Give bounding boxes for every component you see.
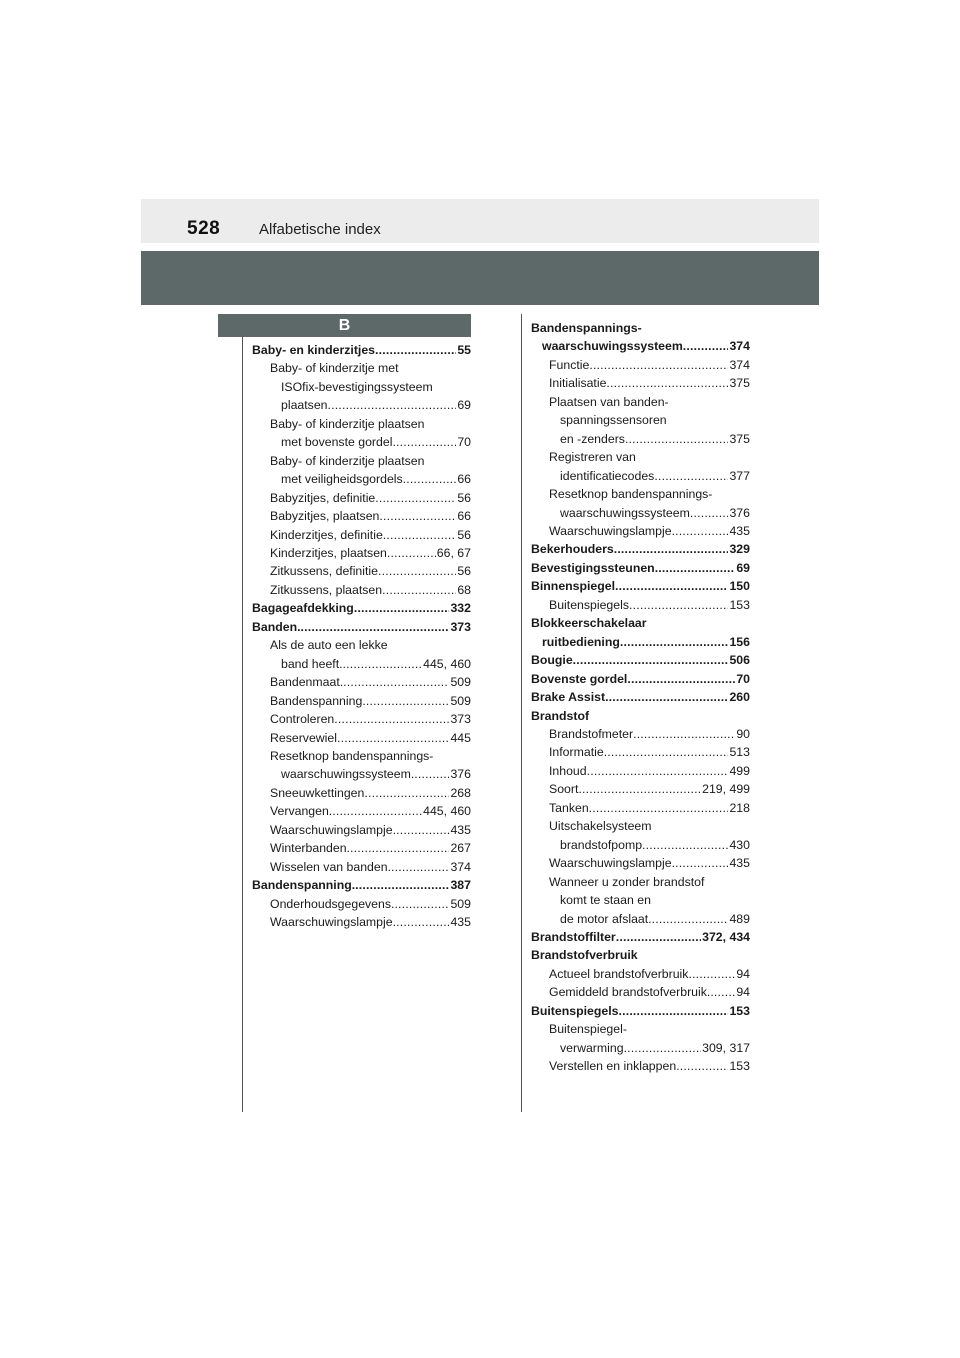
dot-leader [399, 359, 472, 377]
index-entry [252, 765, 471, 783]
entry-text: Gemiddeld brandstofverbruik. [549, 985, 711, 1000]
entry-text: met veiligheidsgordels [281, 472, 403, 487]
entry-page-number: 435 [450, 915, 471, 930]
dot-leader [672, 854, 729, 872]
entry-text: Bovenste gordel [531, 671, 628, 686]
dot-leader [403, 470, 457, 488]
index-entry [531, 707, 750, 725]
entry-page-number: 376 [729, 505, 750, 520]
index-entry [531, 522, 750, 540]
dot-leader [633, 725, 735, 743]
index-entry [531, 854, 750, 872]
index-entry [531, 1039, 750, 1057]
entry-page-number: 445, 460 [423, 804, 471, 819]
entry-text: waarschuwingssysteem [542, 339, 683, 354]
entry-page-number: 70 [457, 435, 471, 450]
index-entry [531, 1057, 750, 1075]
entry-text: Brandstofverbruik [531, 948, 638, 963]
entry-text: Baby- en kinderzitjes [252, 343, 376, 357]
dot-leader [375, 489, 456, 507]
page-title: Alfabetische index [259, 221, 381, 238]
entry-text: spanningssensoren [560, 413, 667, 428]
entry-page-number: 309, 317 [702, 1040, 750, 1055]
dot-leader [343, 655, 423, 673]
entry-text: Bagageafdekking [252, 601, 354, 616]
entry-text: Brandstofmeter [549, 726, 634, 741]
dot-leader [652, 817, 750, 835]
index-entry [252, 581, 471, 599]
dot-leader [629, 596, 728, 614]
index-entry [531, 725, 750, 743]
index-entry [531, 891, 750, 909]
dot-leader [343, 673, 449, 691]
entry-text: waarschuwingssysteem. [281, 767, 415, 782]
dot-leader [393, 913, 450, 931]
dot-leader [387, 544, 436, 562]
page-number: 528 [187, 218, 221, 239]
entry-text: en -zenders [560, 431, 625, 446]
index-entry [252, 784, 471, 802]
entry-text: Uitschakelsysteem [549, 819, 652, 834]
entry-text: Initialisatie [549, 376, 607, 391]
entry-text: Binnenspiegel [531, 579, 616, 594]
entry-page-number: 506 [729, 653, 750, 668]
index-entry [252, 821, 471, 839]
entry-page-number: 509 [450, 675, 471, 690]
dot-leader [683, 337, 729, 355]
entry-page-number: 445, 460 [423, 656, 471, 671]
entry-text: band heeft. [281, 656, 343, 671]
index-entry [531, 633, 750, 651]
entry-page-number: 66, 67 [436, 545, 471, 560]
entry-page-number: 387 [450, 878, 471, 893]
entry-text: ruitbediening [542, 634, 620, 649]
dot-leader [655, 559, 736, 577]
dot-leader [652, 910, 729, 928]
dot-leader [638, 946, 750, 964]
entry-text: Informatie [549, 745, 604, 760]
dot-leader [393, 821, 450, 839]
index-entry [252, 729, 471, 747]
column-divider-middle [521, 314, 522, 1112]
index-entry [531, 651, 750, 669]
dot-leader [690, 504, 729, 522]
entry-text: Bandenspanning. [252, 878, 356, 893]
entry-text: Brandstof [531, 708, 590, 723]
index-entry [531, 577, 750, 595]
entry-page-number: 56 [457, 564, 471, 579]
entry-text: Waarschuwingslampje [549, 856, 672, 871]
entry-page-number: 499 [729, 763, 750, 778]
index-entry [531, 596, 750, 614]
entry-text: ISOfix-bevestigingssysteem [281, 379, 433, 394]
dot-leader [328, 396, 457, 414]
entry-page-number: 373 [450, 712, 471, 727]
index-entry [531, 1020, 750, 1038]
dot-leader [589, 356, 728, 374]
entry-text: waarschuwingssysteem [560, 505, 690, 520]
entry-text: Controleren [270, 712, 335, 727]
entry-text: Tanken [549, 800, 589, 815]
dot-leader [620, 633, 729, 651]
entry-page-number: 435 [729, 856, 750, 871]
index-entry [531, 946, 750, 964]
index-entry [531, 983, 750, 1001]
entry-text: Als de auto een lekke [270, 638, 388, 653]
index-entry [531, 411, 750, 429]
entry-text: Kinderzitjes, plaatsen [270, 545, 387, 560]
dot-leader [589, 707, 750, 725]
index-entry [252, 618, 471, 636]
dot-leader [364, 784, 449, 802]
dot-leader [614, 540, 729, 558]
index-entry [531, 910, 750, 928]
index-entry [531, 780, 750, 798]
entry-page-number: 56 [457, 527, 471, 542]
dot-leader [667, 411, 750, 429]
entry-text: Buitenspiegels [531, 1003, 619, 1018]
entry-text: Bekerhouders [531, 542, 614, 557]
dot-leader [578, 780, 701, 798]
entry-text: Inhoud [549, 763, 587, 778]
entry-page-number: 55 [457, 343, 471, 357]
index-entry [531, 430, 750, 448]
index-entry [252, 802, 471, 820]
entry-text: Buitenspiegels [549, 597, 629, 612]
index-entry [252, 673, 471, 691]
entry-page-number: 218 [729, 800, 750, 815]
entry-text: Resetknop bandenspannings- [549, 487, 713, 502]
entry-page-number: 66 [457, 509, 471, 524]
entry-page-number: 375 [729, 376, 750, 391]
index-entry [531, 670, 750, 688]
entry-text: Sneeuwkettingen [270, 785, 365, 800]
dot-leader [587, 762, 729, 780]
entry-page-number: 153 [729, 1059, 750, 1074]
dot-leader [424, 415, 471, 433]
entry-page-number: 260 [729, 690, 750, 705]
dot-leader [424, 452, 471, 470]
entry-page-number: 153 [729, 1003, 750, 1018]
dot-leader [651, 891, 750, 909]
index-entry [531, 965, 750, 983]
entry-page-number: 435 [450, 822, 471, 837]
dot-leader [654, 467, 728, 485]
entry-page-number: 68 [457, 582, 471, 597]
entry-page-number: 69 [736, 560, 750, 575]
dot-leader [712, 485, 750, 503]
entry-page-number: 377 [729, 468, 750, 483]
dot-leader [334, 710, 449, 728]
entry-page-number: 376 [450, 767, 471, 782]
entry-page-number: 153 [729, 597, 750, 612]
index-entry [531, 485, 750, 503]
index-entry [252, 452, 471, 470]
index-entry [252, 526, 471, 544]
entry-page-number: 70 [736, 671, 750, 686]
entry-text: brandstofpomp [560, 837, 643, 852]
dot-leader [355, 876, 449, 894]
entry-text: plaatsen [281, 398, 328, 413]
entry-text: Baby- of kinderzitje plaatsen [270, 416, 425, 431]
entry-text: Functie [549, 357, 590, 372]
entry-text: Baby- of kinderzitje plaatsen [270, 453, 425, 468]
index-entry [531, 504, 750, 522]
dot-leader [354, 599, 450, 617]
index-entry [252, 692, 471, 710]
entry-page-number: 156 [729, 634, 750, 649]
entry-text: Waarschuwingslampje [270, 915, 393, 930]
dot-leader [433, 747, 471, 765]
dot-leader [388, 636, 471, 654]
entry-page-number: 375 [729, 431, 750, 446]
entry-page-number: 509 [450, 896, 471, 911]
entry-text: Wisselen van banden. [270, 859, 391, 874]
index-entry [531, 873, 750, 891]
entry-text: Blokkeerschakelaar [531, 616, 647, 631]
index-entry [252, 655, 471, 673]
index-entry [252, 359, 471, 377]
entry-page-number: 332 [450, 601, 471, 616]
entry-text: Bandenspanning [270, 693, 363, 708]
index-entry [531, 836, 750, 854]
index-entry [531, 356, 750, 374]
dot-leader [704, 873, 750, 891]
dot-leader [710, 983, 735, 1001]
dot-leader [642, 319, 750, 337]
entry-text: de motor afslaat. [560, 911, 652, 926]
entry-text: identificatiecodes [560, 468, 655, 483]
index-entry [252, 839, 471, 857]
entry-page-number: 56 [457, 490, 471, 505]
index-entry [252, 489, 471, 507]
index-entry [252, 396, 471, 414]
entry-page-number: 267 [450, 841, 471, 856]
entry-page-number: 90 [736, 726, 750, 741]
dot-leader [394, 895, 449, 913]
entry-text: Zitkussens, plaatsen [270, 582, 383, 597]
dot-leader [627, 670, 735, 688]
index-entry [252, 470, 471, 488]
index-entry [531, 614, 750, 632]
entry-page-number: 374 [729, 357, 750, 372]
index-entry [252, 507, 471, 525]
entry-page-number: 430 [729, 837, 750, 852]
index-entry [252, 562, 471, 580]
entry-text: Waarschuwingslampje [549, 523, 672, 538]
index-entry [531, 743, 750, 761]
entry-page-number: 219, 499 [702, 782, 750, 797]
header-band [141, 251, 819, 305]
dot-leader [625, 430, 729, 448]
index-entry [252, 895, 471, 913]
dot-leader [337, 729, 449, 747]
index-entry [252, 913, 471, 931]
entry-text: Bevestigingssteunen [531, 560, 655, 575]
index-entry [531, 688, 750, 706]
dot-leader [573, 651, 729, 669]
entry-page-number: 489 [729, 911, 750, 926]
entry-text: Buitenspiegel- [549, 1022, 627, 1037]
entry-page-number: 372, 434 [702, 929, 750, 944]
index-entry [252, 710, 471, 728]
index-entry [531, 799, 750, 817]
entry-text: Vervangen. [270, 804, 333, 819]
index-entry [531, 762, 750, 780]
entry-page-number: 69 [457, 398, 471, 413]
entry-text: Bougie [531, 653, 573, 668]
entry-text: Resetknop bandenspannings- [270, 748, 434, 763]
index-entry [531, 448, 750, 466]
index-entry [531, 1002, 750, 1020]
entry-text: Babyzitjes, plaatsen [270, 509, 380, 524]
index-entry [531, 337, 750, 355]
entry-text: Bandenspannings- [531, 321, 642, 335]
index-entry [531, 928, 750, 946]
index-entry [531, 467, 750, 485]
entry-text: Brake Assist [531, 690, 606, 705]
dot-leader [391, 858, 449, 876]
entry-page-number: 435 [729, 523, 750, 538]
entry-text: Winterbanden. [270, 841, 350, 856]
dot-leader [332, 802, 422, 820]
entry-text: Verstellen en inklappen [549, 1059, 677, 1074]
entry-page-number: 374 [729, 339, 750, 354]
index-entry [252, 544, 471, 562]
entry-page-number: 445 [450, 730, 471, 745]
index-entry [531, 540, 750, 558]
index-entry [252, 747, 471, 765]
dot-leader [647, 614, 750, 632]
dot-leader [616, 928, 701, 946]
entry-text: Banden. [252, 619, 301, 634]
dot-leader [383, 526, 457, 544]
index-entry [531, 817, 750, 835]
index-entry [531, 393, 750, 411]
entry-page-number: 513 [729, 745, 750, 760]
entry-page-number: 374 [450, 859, 471, 874]
dot-leader [382, 581, 456, 599]
entry-page-number: 268 [450, 785, 471, 800]
index-entry [252, 378, 471, 396]
entry-text: Kinderzitjes, definitie [270, 527, 383, 542]
dot-leader [688, 965, 735, 983]
dot-leader [615, 577, 728, 595]
entry-text: komt te staan en [560, 893, 651, 908]
index-entry [531, 319, 750, 337]
entry-text: Waarschuwingslampje [270, 822, 393, 837]
dot-leader [350, 839, 449, 857]
dot-leader [606, 374, 728, 392]
column-divider-left [242, 314, 243, 1112]
entry-page-number: 94 [736, 966, 750, 981]
index-column-1 [252, 341, 471, 932]
header-bar [141, 199, 819, 243]
index-entry [531, 374, 750, 392]
index-entry [531, 559, 750, 577]
dot-leader [604, 743, 729, 761]
entry-text: Actueel brandstofverbruik [549, 966, 689, 981]
entry-page-number: 94 [736, 985, 750, 1000]
entry-text: verwarming [560, 1040, 624, 1055]
dot-leader [618, 1002, 728, 1020]
index-entry [252, 433, 471, 451]
entry-text: Soort [549, 782, 579, 797]
entry-text: Wanneer u zonder brandstof [549, 874, 705, 889]
index-entry [252, 876, 471, 894]
entry-text: Bandenmaat. [270, 675, 344, 690]
index-entry [252, 341, 471, 359]
dot-leader [605, 688, 728, 706]
dot-leader [378, 562, 456, 580]
entry-page-number: 66 [457, 472, 471, 487]
dot-leader [362, 692, 449, 710]
dot-leader [414, 765, 449, 783]
dot-leader [433, 378, 471, 396]
entry-text: Zitkussens, definitie [270, 564, 378, 579]
dot-leader [379, 507, 456, 525]
index-entry [252, 858, 471, 876]
index-column-2 [531, 319, 750, 1076]
section-letter-heading: B [218, 314, 471, 337]
dot-leader [676, 1057, 728, 1075]
entry-page-number: 150 [729, 579, 750, 594]
dot-leader [375, 341, 456, 359]
index-entry [252, 415, 471, 433]
entry-page-number: 373 [450, 619, 471, 634]
dot-leader [624, 1039, 702, 1057]
dot-leader [669, 393, 750, 411]
dot-leader [392, 433, 456, 451]
entry-text: Reservewiel [270, 730, 337, 745]
entry-text: Onderhoudsgegevens. [270, 896, 395, 911]
dot-leader [627, 1020, 750, 1038]
index-entry [252, 599, 471, 617]
dot-leader [642, 836, 728, 854]
dot-leader [672, 522, 729, 540]
entry-text: met bovenste gordel [281, 435, 393, 450]
dot-leader [589, 799, 729, 817]
entry-page-number: 509 [450, 693, 471, 708]
entry-text: Babyzitjes, definitie [270, 490, 376, 505]
index-entry [252, 636, 471, 654]
dot-leader [636, 448, 750, 466]
entry-text: Baby- of kinderzitje met [270, 361, 399, 376]
entry-page-number: 329 [729, 542, 750, 557]
entry-text: Registreren van [549, 450, 636, 465]
dot-leader [301, 618, 450, 636]
entry-text: Brandstoffilter [531, 929, 616, 944]
entry-text: Plaatsen van banden- [549, 394, 669, 409]
